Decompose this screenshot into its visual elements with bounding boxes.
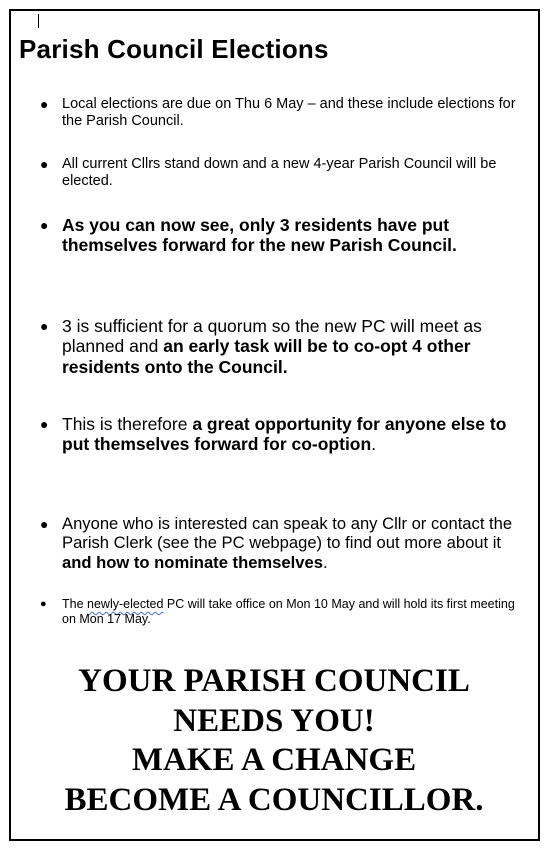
bullet-icon: ● xyxy=(40,416,49,432)
bullet-text-end: . xyxy=(322,552,328,572)
bullet-text-bold: a great opportunity for anyone else to put themselves forward for co-option xyxy=(62,414,507,455)
page-title: Parish Council Elections xyxy=(19,34,329,64)
bullet-text-bold: an early task will be to co-opt 4 other residents onto the Council. xyxy=(62,336,471,377)
slogan-line: YOUR PARISH COUNCIL xyxy=(78,663,470,699)
bullet-icon: ● xyxy=(40,96,49,112)
bullet-text-end: . xyxy=(371,434,377,455)
bullet-text: As you can now see, only 3 residents have put themselves forward for the new Parish Council. xyxy=(62,215,457,256)
list-item xyxy=(40,215,517,256)
text-cursor xyxy=(38,14,39,28)
bullet-icon: ● xyxy=(40,318,49,334)
slogan xyxy=(24,662,524,820)
bullet-text-bold: and how to nominate themselves xyxy=(62,552,323,572)
bullet-text-end: PC will take office on Mon 10 May and will hold its first meeting on Mon 17 May. xyxy=(62,597,515,626)
spellcheck-underlined-word: newly-elected xyxy=(87,597,164,611)
list-item xyxy=(40,514,530,572)
bullet-text: All current Cllrs stand down and a new 4-year Parish Council will be elected. xyxy=(62,156,497,189)
bullet-icon: ● xyxy=(40,217,49,233)
list-item xyxy=(40,414,517,455)
slogan-line: MAKE A CHANGE xyxy=(131,742,417,779)
bullet-text: This is therefore xyxy=(62,414,193,434)
list-item xyxy=(40,156,532,190)
slogan-line: NEEDS YOU! xyxy=(173,702,375,739)
bullet-icon: ● xyxy=(40,516,49,532)
bullet-text: Anyone who is interested can speak to any Cllr or contact the Parish Clerk (see the PC webpage) to find out more about it xyxy=(62,514,513,553)
bullet-text: The xyxy=(62,597,88,611)
bullet-icon: ● xyxy=(40,156,49,172)
bullet-text: 3 is sufficient for a quorum so the new PC will meet as planned and xyxy=(62,316,482,357)
bullet-icon: ● xyxy=(40,598,47,610)
list-item xyxy=(40,597,532,626)
list-item xyxy=(40,96,532,130)
list-item xyxy=(40,316,517,377)
slogan-line: BECOME A COUNCILLOR. xyxy=(64,781,484,818)
bullet-text: Local elections are due on Thu 6 May – and these include elections for the Parish Council. xyxy=(62,96,516,129)
